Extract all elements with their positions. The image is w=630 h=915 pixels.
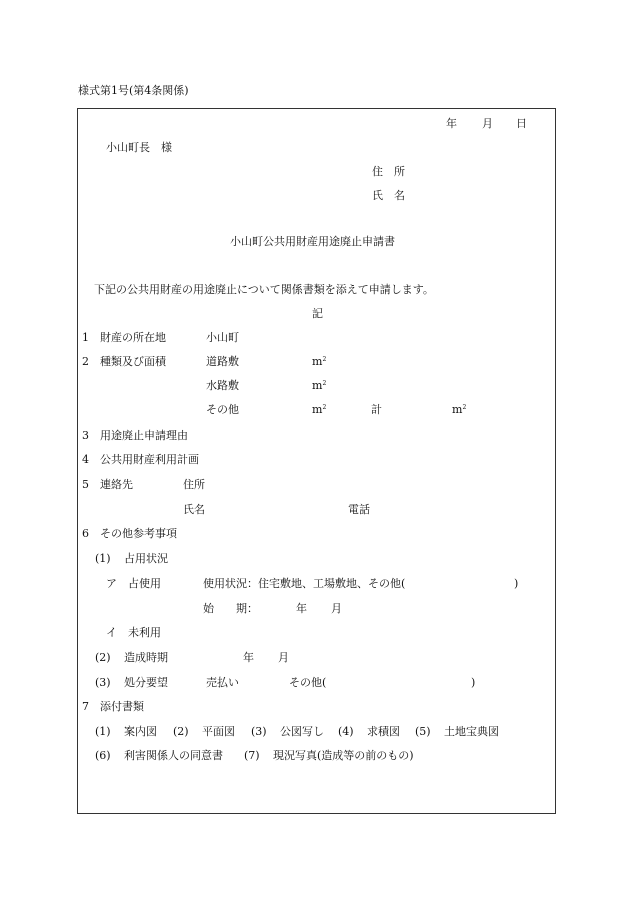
addressee: 小山町長 様 <box>106 141 172 154</box>
item-2-total-unit: $m^2$ <box>452 403 467 416</box>
doc-6-number: (6) <box>95 749 111 762</box>
item-5-number: 5 <box>82 478 89 491</box>
doc-4-number: (4) <box>338 725 354 738</box>
item-2-water-unit: $m^2$ <box>312 379 327 392</box>
doc-2-number: (2) <box>173 725 189 738</box>
item-6-a-month: 月 <box>331 602 342 615</box>
item-2-other: その他 <box>206 403 239 416</box>
item-6-2-label: 造成時期 <box>124 651 168 664</box>
item-6-3-sell: 売払い <box>206 676 239 689</box>
item-2-road: 道路敷 <box>206 355 239 368</box>
item-2-total: 計 <box>371 403 382 416</box>
item-6-2-number: (2) <box>95 651 111 664</box>
doc-3-number: (3) <box>251 725 267 738</box>
applicant-name-label: 氏 名 <box>372 189 405 202</box>
item-4-number: 4 <box>82 453 89 466</box>
item-6-number: 6 <box>82 527 89 540</box>
item-6-2-year: 年 <box>243 651 254 664</box>
doc-6-label: 利害関係人の同意書 <box>124 749 223 762</box>
doc-5-label: 土地宝典図 <box>444 725 499 738</box>
item-7-label: 添付書類 <box>100 700 144 713</box>
doc-7-label: 現況写真(造成等の前のもの) <box>273 749 414 762</box>
item-6-3-label: 処分要望 <box>124 676 168 689</box>
item-5-phone: 電話 <box>348 503 370 516</box>
doc-3-label: 公図写し <box>280 725 324 738</box>
doc-4-label: 求積図 <box>367 725 400 738</box>
item-1-value: 小山町 <box>206 331 239 344</box>
item-6-3-number: (3) <box>95 676 111 689</box>
item-6-b-label: イ 未利用 <box>106 626 161 639</box>
item-2-number: 2 <box>82 355 89 368</box>
form-label: 様式第1号(第4条関係) <box>78 84 189 97</box>
item-2-road-unit: $m^2$ <box>312 355 327 368</box>
doc-1-label: 案内図 <box>124 725 157 738</box>
applicant-address-label: 住 所 <box>372 165 405 178</box>
item-6-a-start-label: 始 期： <box>203 602 258 615</box>
item-6-2-month: 月 <box>278 651 289 664</box>
item-6-a-close-paren: ) <box>514 577 519 590</box>
item-3-number: 3 <box>82 429 89 442</box>
doc-5-number: (5) <box>415 725 431 738</box>
item-1-label: 財産の所在地 <box>100 331 166 344</box>
item-6-a-usage: 使用状況：住宅敷地、工場敷地、その他( <box>203 577 406 590</box>
item-6-3-close-paren: ) <box>471 676 476 689</box>
item-5-address: 住所 <box>183 478 205 491</box>
item-6-a-year: 年 <box>296 602 307 615</box>
item-2-label: 種類及び面積 <box>100 355 166 368</box>
item-6-label: その他参考事項 <box>100 527 177 540</box>
doc-7-number: (7) <box>244 749 260 762</box>
item-2-water: 水路敷 <box>206 379 239 392</box>
item-6-a-label: ア 占使用 <box>106 577 161 590</box>
intro-text: 下記の公共用財産の用途廃止について関係書類を添えて申請します。 <box>94 283 434 296</box>
document-title: 小山町公共用財産用途廃止申請書 <box>230 235 395 248</box>
item-2-other-unit: $m^2$ <box>312 403 327 416</box>
date-month-label: 月 <box>482 117 493 130</box>
item-4-label: 公共用財産利用計画 <box>100 453 199 466</box>
item-6-1-label: 占用状況 <box>124 552 168 565</box>
doc-2-label: 平面図 <box>202 725 235 738</box>
item-7-number: 7 <box>82 700 89 713</box>
item-1-number: 1 <box>82 331 89 344</box>
doc-1-number: (1) <box>95 725 111 738</box>
date-day-label: 日 <box>516 117 527 130</box>
item-5-label: 連絡先 <box>100 478 133 491</box>
item-5-name: 氏名 <box>183 503 205 516</box>
item-6-1-number: (1) <box>95 552 111 565</box>
ki-heading: 記 <box>312 307 323 320</box>
item-3-label: 用途廃止申請理由 <box>100 429 188 442</box>
date-year-label: 年 <box>446 117 457 130</box>
item-6-3-other: その他( <box>289 676 327 689</box>
